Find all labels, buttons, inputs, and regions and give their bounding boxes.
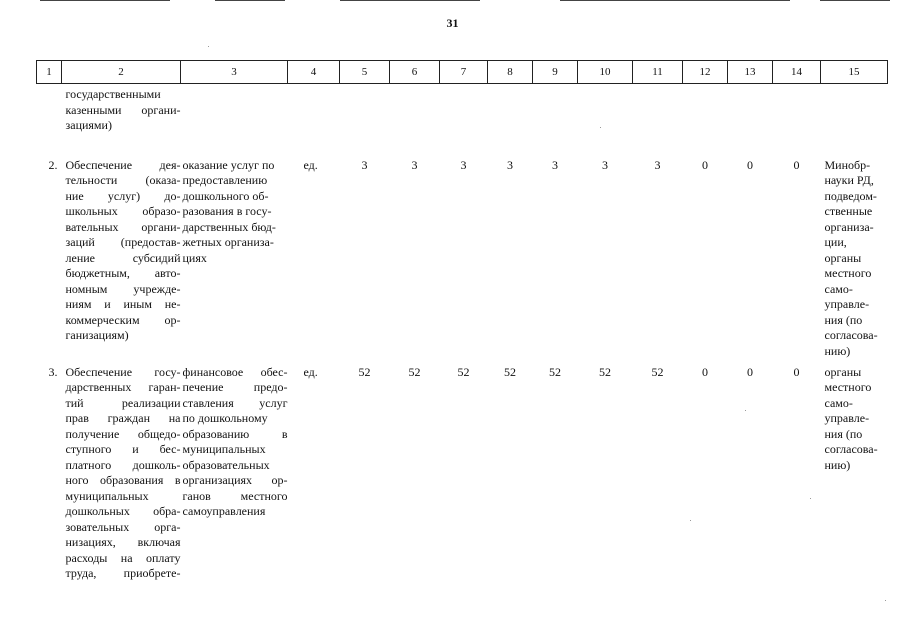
text-line: оказание услуг по bbox=[182, 157, 275, 172]
header-cell: 6 bbox=[390, 61, 440, 84]
header-cell: 12 bbox=[683, 61, 728, 84]
scan-speck bbox=[208, 46, 209, 47]
text-line: ния (по bbox=[824, 426, 863, 441]
text-line: согласова- bbox=[824, 442, 878, 456]
text-line: коммерческим ор- bbox=[65, 312, 181, 327]
value-cell: 3 bbox=[654, 157, 661, 172]
text-line: ции, bbox=[824, 235, 847, 249]
text-line: заций (предостав- bbox=[65, 235, 181, 249]
row-number: 2. bbox=[48, 157, 58, 172]
text-line: дарственных гаран- bbox=[65, 380, 181, 394]
header-cell: 14 bbox=[773, 61, 821, 84]
text-line: Обеспечение дея- bbox=[65, 157, 181, 172]
top-rule-2 bbox=[215, 0, 285, 1]
text-line: ставления услуг bbox=[182, 395, 288, 410]
text-line: ние услуг) до- bbox=[65, 188, 181, 203]
text-line: тельности (оказа- bbox=[65, 173, 181, 187]
value-cell: 3 bbox=[602, 157, 608, 172]
header-cell: 7 bbox=[440, 61, 488, 84]
text-line: дарственных бюд- bbox=[182, 219, 276, 234]
top-rule-3 bbox=[340, 0, 480, 1]
value-cell: 3 bbox=[361, 157, 368, 172]
text-line: дошкольных обра- bbox=[65, 504, 181, 518]
value-cell: 3 bbox=[460, 157, 467, 172]
text-line: зовательных орга- bbox=[65, 519, 181, 534]
text-line: государственными bbox=[65, 87, 161, 101]
row-responsible bbox=[821, 365, 888, 582]
text-line: труда, приобрете- bbox=[65, 566, 181, 580]
row-unit: ед. bbox=[303, 364, 318, 379]
text-line: организациях ор- bbox=[182, 473, 288, 487]
text-line: Обеспечение госу- bbox=[65, 364, 181, 379]
text-line: ганов местного bbox=[182, 488, 288, 503]
text-line: школьных образо- bbox=[65, 204, 181, 218]
text-line: ниям и иным не- bbox=[65, 297, 181, 311]
value-cell: 52 bbox=[651, 364, 664, 379]
text-line: самоуправления bbox=[182, 504, 266, 518]
row-indicator bbox=[181, 158, 288, 365]
text-line: финансовое обес- bbox=[182, 364, 288, 379]
top-rule-5 bbox=[820, 0, 890, 1]
row-description bbox=[62, 365, 181, 582]
header-cell: 9 bbox=[533, 61, 578, 84]
text-line: ния (по bbox=[824, 312, 863, 327]
text-line: жетных организа- bbox=[182, 235, 274, 249]
text-line: образованию в bbox=[182, 426, 288, 441]
value-cell: 52 bbox=[457, 364, 470, 379]
value-cell: 3 bbox=[507, 157, 513, 172]
table-row-continuation bbox=[37, 84, 888, 158]
text-line: номным учрежде- bbox=[65, 281, 181, 296]
text-line: Минобр- bbox=[824, 157, 871, 172]
text-line: само- bbox=[824, 281, 853, 296]
text-line: ственные bbox=[824, 204, 873, 218]
text-line: местного bbox=[824, 266, 872, 280]
scan-speck bbox=[810, 498, 811, 499]
text-line: ступного и бес- bbox=[65, 442, 181, 456]
scan-speck bbox=[885, 600, 886, 601]
text-line: печение предо- bbox=[182, 380, 288, 394]
text-line: циях bbox=[182, 250, 207, 265]
text-line: ганизациям) bbox=[65, 328, 129, 342]
text-line: нию) bbox=[824, 343, 851, 358]
header-cell: 1 bbox=[37, 61, 62, 84]
value-cell: 3 bbox=[552, 157, 558, 172]
text-line: платного дошколь- bbox=[65, 457, 181, 472]
text-line: муниципальных bbox=[65, 488, 149, 503]
text-line: муниципальных bbox=[182, 442, 266, 456]
header-cell: 10 bbox=[578, 61, 633, 84]
text-line: органы bbox=[824, 364, 862, 379]
text-line: низациях, включая bbox=[65, 535, 181, 549]
table-row bbox=[37, 365, 888, 582]
value-cell: 52 bbox=[504, 364, 516, 379]
continuation-description bbox=[62, 84, 181, 158]
row-indicator bbox=[181, 365, 288, 582]
row-number: 3. bbox=[48, 364, 58, 379]
value-cell: 3 bbox=[411, 157, 418, 172]
value-cell: 0 bbox=[747, 364, 753, 379]
scan-speck bbox=[690, 520, 691, 521]
header-cell: 3 bbox=[181, 61, 288, 84]
header-cell: 8 bbox=[488, 61, 533, 84]
text-line: управле- bbox=[824, 297, 870, 311]
value-cell: 52 bbox=[358, 364, 371, 379]
scan-speck bbox=[745, 410, 746, 411]
value-cell: 0 bbox=[747, 157, 753, 172]
text-line: образовательных bbox=[182, 457, 270, 472]
header-cell: 13 bbox=[728, 61, 773, 84]
text-line: расходы на оплату bbox=[65, 550, 181, 565]
text-line: получение общедо- bbox=[65, 426, 181, 441]
value-cell: 0 bbox=[702, 364, 708, 379]
row-description bbox=[62, 158, 181, 365]
header-cell: 11 bbox=[633, 61, 683, 84]
text-line: дошкольного об- bbox=[182, 188, 269, 203]
text-line: науки РД, bbox=[824, 173, 874, 187]
header-cell: 15 bbox=[821, 61, 888, 84]
text-line: по дошкольному bbox=[182, 411, 268, 425]
text-line: само- bbox=[824, 395, 853, 410]
row-unit: ед. bbox=[303, 157, 318, 172]
text-line: предоставлению bbox=[182, 173, 268, 187]
page-number: 31 bbox=[446, 16, 459, 30]
text-line: ление субсидий bbox=[65, 250, 181, 265]
value-cell: 0 bbox=[793, 157, 800, 172]
text-line: ного образования в bbox=[65, 473, 181, 487]
text-line: казенными органи- bbox=[65, 102, 181, 117]
text-line: тий реализации bbox=[65, 395, 181, 410]
header-cell: 2 bbox=[62, 61, 181, 84]
text-line: прав граждан на bbox=[65, 411, 181, 425]
table-row bbox=[37, 158, 888, 365]
text-line: зациями) bbox=[65, 118, 112, 132]
text-line: разования в госу- bbox=[182, 204, 272, 218]
value-cell: 52 bbox=[599, 364, 611, 379]
header-cell: 4 bbox=[288, 61, 340, 84]
text-line: местного bbox=[824, 380, 872, 394]
header-row bbox=[37, 61, 888, 84]
text-line: вательных органи- bbox=[65, 219, 181, 234]
text-line: бюджетным, авто- bbox=[65, 266, 181, 280]
value-cell: 0 bbox=[702, 157, 708, 172]
value-cell: 52 bbox=[549, 364, 561, 379]
scan-speck bbox=[600, 127, 601, 128]
value-cell: 0 bbox=[793, 364, 800, 379]
header-cell: 5 bbox=[340, 61, 390, 84]
top-rule-4 bbox=[560, 0, 790, 1]
top-rule-1 bbox=[40, 0, 170, 1]
text-line: нию) bbox=[824, 457, 851, 472]
row-responsible bbox=[821, 158, 888, 365]
data-table bbox=[36, 60, 888, 582]
text-line: органы bbox=[824, 250, 862, 265]
text-line: подведом- bbox=[824, 188, 877, 203]
text-line: организа- bbox=[824, 219, 874, 234]
text-line: согласова- bbox=[824, 328, 878, 342]
text-line: управле- bbox=[824, 411, 870, 425]
value-cell: 52 bbox=[408, 364, 421, 379]
